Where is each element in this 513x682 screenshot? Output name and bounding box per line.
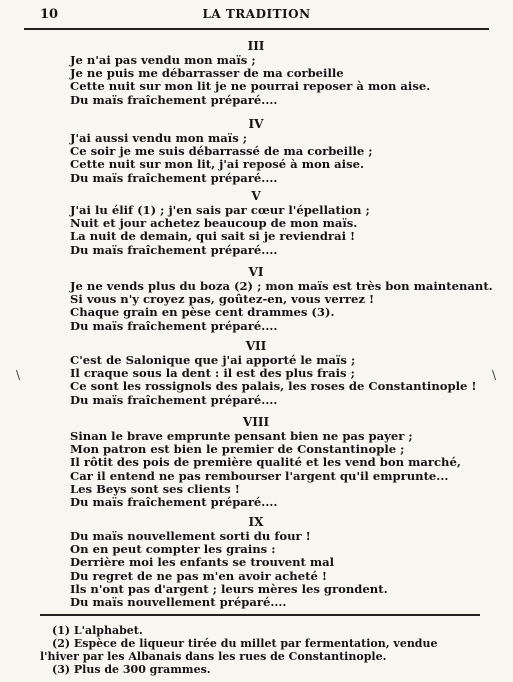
verse-line: Du maïs nouvellement préparé.... xyxy=(70,595,287,610)
stanza-numeral: V xyxy=(251,189,261,203)
verse-line: C'est de Salonique que j'ai apporté le maïs ; xyxy=(70,353,356,367)
footnote-continuation: l'hiver par les Albanais dans les rues de Constantinople. xyxy=(40,650,387,663)
verse-line: Ce sont les rossignols des palais, les roses de Constantinople ! xyxy=(70,379,477,394)
verse-line: Du maïs fraîchement préparé.... xyxy=(70,170,278,185)
page-number: 10 xyxy=(40,7,59,22)
stanza-vi xyxy=(70,264,493,333)
stanza-viii xyxy=(70,414,490,509)
verse-line: Chaque grain en pèse cent drammes (3). xyxy=(70,305,335,320)
verse-line: Nuit et jour achetez beaucoup de mon maïs. xyxy=(70,216,358,231)
stanza-numeral: VII xyxy=(245,339,267,353)
stanza-numeral: IV xyxy=(248,117,264,131)
verse-line: Cette nuit sur mon lit, j'ai reposé à mon aise. xyxy=(70,157,365,172)
verse-line: Derrière moi les enfants se trouvent mal xyxy=(70,555,335,570)
stanza-numeral: IX xyxy=(248,515,264,529)
verse-line: Je ne vends plus du boza (2) ; mon maïs est très bon maintenant. xyxy=(70,279,493,293)
verse-line: Je n'ai pas vendu mon maïs ; xyxy=(70,53,256,67)
verse-line: Ce soir je me suis débarrassé de ma corbeille ; xyxy=(70,144,373,159)
verse-line: On en peut compter les grains : xyxy=(70,542,276,557)
verse-line: Les Beys sont ses clients ! xyxy=(70,481,240,496)
verse-line: Du maïs fraîchement préparé.... xyxy=(70,92,278,107)
verse-line: J'ai aussi vendu mon maïs ; xyxy=(70,131,248,145)
verse-line: Du regret de ne pas m'en avoir acheté ! xyxy=(70,568,327,583)
verse-line: Sinan le brave emprunte pensant bien ne pas payer ; xyxy=(70,429,413,443)
verse-line: J'ai lu élif (1) ; j'en sais par cœur l'épellation ; xyxy=(70,203,370,217)
footnote: (1) L'alphabet. xyxy=(52,624,143,637)
verse-line: Du maïs nouvellement sorti du four ! xyxy=(70,529,311,543)
verse-line: Du maïs fraîchement préparé.... xyxy=(70,495,278,510)
margin-mark: \ xyxy=(492,368,497,382)
stanza-vii xyxy=(70,338,490,407)
stanza-iv xyxy=(70,116,490,185)
running-header xyxy=(24,6,489,30)
verse-line: Il craque sous la dent : il est des plus frais ; xyxy=(70,366,355,381)
footnotes xyxy=(40,624,490,676)
verse-line: Du maïs fraîchement préparé.... xyxy=(70,242,278,257)
stanza-iii xyxy=(70,38,490,107)
verse-line: Il rôtit des pois de première qualité et les vend bon marché, xyxy=(70,455,461,470)
verse-line: Je ne puis me débarrasser de ma corbeille xyxy=(70,66,344,81)
margin-mark: \ xyxy=(16,368,21,382)
footnote-rule xyxy=(40,614,480,616)
verse-line: Mon patron est bien le premier de Constantinople ; xyxy=(70,442,405,457)
stanza-numeral: VI xyxy=(248,265,264,279)
verse-line: La nuit de demain, qui sait si je reviendrai ! xyxy=(70,229,356,244)
verse-line: Car il entend ne pas rembourser l'argent qu'il emprunte... xyxy=(70,468,449,483)
stanza-numeral: III xyxy=(247,39,265,53)
footnote: (3) Plus de 300 grammes. xyxy=(52,663,211,676)
verse-line: Cette nuit sur mon lit je ne pourrai reposer à mon aise. xyxy=(70,79,431,94)
verse-line: Si vous n'y croyez pas, goûtez-en, vous verrez ! xyxy=(70,292,375,307)
footnote: (2) Espèce de liqueur tirée du millet par fermentation, vendue xyxy=(52,637,438,650)
verse-line: Ils n'ont pas d'argent ; leurs mères les grondent. xyxy=(70,581,388,596)
verse-line: Du maïs fraîchement préparé.... xyxy=(70,318,278,333)
verse-line: Du maïs fraîchement préparé.... xyxy=(70,392,278,407)
stanza-v xyxy=(70,188,490,257)
stanza-numeral: VIII xyxy=(242,415,270,429)
stanza-ix xyxy=(70,514,490,609)
running-title: LA TRADITION xyxy=(202,7,311,21)
